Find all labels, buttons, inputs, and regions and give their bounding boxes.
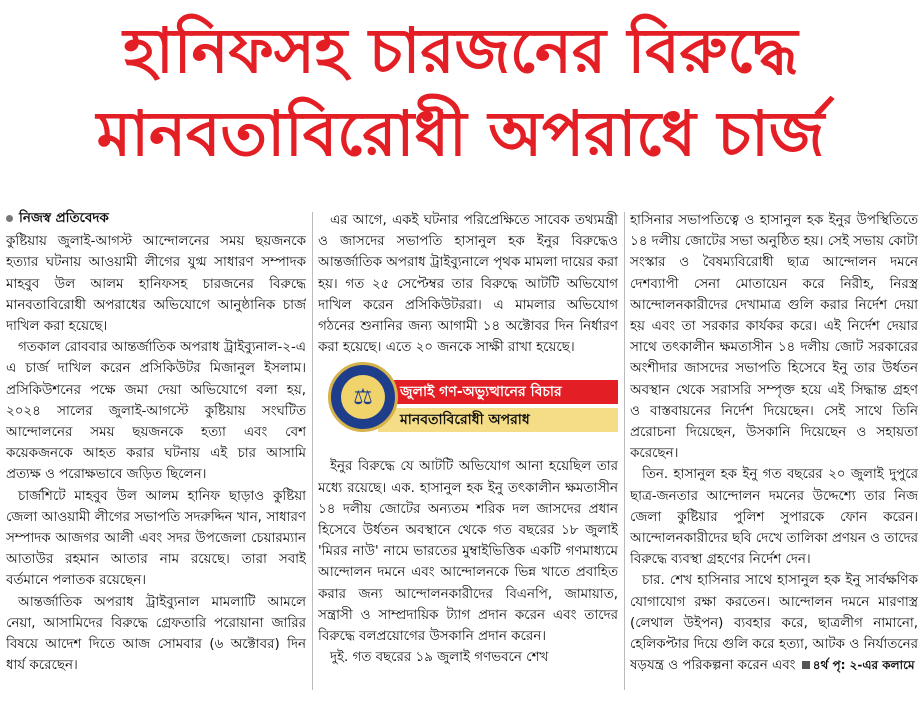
tribunal-seal-icon [328,362,398,432]
headline [0,14,921,171]
bullet-icon [6,215,13,222]
label-red-band: জুলাই গণ-অভ্যুত্থানের বিচার [378,380,618,404]
paragraph: দুই. গত বছরের ১৯ জুলাই গণভবনে শেখ [330,650,549,666]
byline [6,208,306,229]
continued-text: ৪র্থ পৃ: ২-এর কলামে [812,658,915,673]
paragraph: কুষ্টিয়ায় জুলাই-আগস্ট আন্দোলনের সময় ছয়জনকে হত্যার ঘটনায় আওয়ামী লীগের যুগ্ম সাধারণ সম্পাদক মাহবুব উল আলম হানিফসহ চারজনের বিরুদ্ধে মানবতাবিরোধী অপরাধের অভিযোগে আনুষ্ঠানিক চার্জ দাখিল করা হয়েছে। [6,234,306,335]
paragraph: হাসিনার সভাপতিত্বে ও হাসানুল হক ইনুর উপস্থিতিতে ১৪ দলীয় জোটের সভা অনুষ্ঠিত হয়। সেই সভায় কোটা সংস্কার ও বৈষম্যবিরোধী ছাত্র আন্দোলন দমনে দেশব্যাপী সেনা মোতায়েন করে নিরীহ, নিরস্ত্র আন্দোলনকারীদের দেখামাত্র গুলি করার নির্দেশ দেয়া হয় এবং তা সরকার কার্যকর করে। এই নির্দেশ দেয়ার সাথে তৎকালীন ক্ষমতাসীন ১৪ দলীয় জোট সরকারের অংশীদার জাসদের সভাপতি হিসেবে ইনু তার উর্ধতন অবস্থান থেকে সরাসরি সম্পৃক্ত হয়ে এই সিদ্ধান্ত গ্রহণ ও বাস্তবায়নের নির্দেশ দিয়েছেন। সেই সাথে তিনি প্ররোচনা দিয়েছেন, উসকানি দিয়েছেন ও সহায়তা করেছেন। [630,213,918,462]
paragraph: চার্জশিটে মাহবুব উল আলম হানিফ ছাড়াও কুষ্টিয়া জেলা আওয়ামী লীগের সভাপতি সদরুদ্দিন খান, সাধারণ সম্পাদক আজগর আলী এবং সদর উপজেলা চেয়ারম্যান আতাউর রহমান আতার নাম রয়েছে। তারা সবাই বর্তমানে পলাতক রয়েছেন। [6,488,306,589]
section-label [318,362,618,450]
paragraph: তিন. হাসানুল হক ইনু গত বছরের ২০ জুলাই দুপুরে ছাত্র-জনতার আন্দোলন দমনের উদ্দেশ্যে তার নিজ জেলা কুষ্টিয়ার পুলিশ সুপারকে ফোন করেন। আন্দোলনকারীদের ছবি দেখে তালিকা প্রণয়ন ও তাদের বিরুদ্ধে ব্যবস্থা গ্রহণের নির্দেশ দেন। [630,467,918,568]
column-divider [624,212,625,690]
paragraph: ইনুর বিরুদ্ধে যে আটটি অভিযোগ আনা হয়েছিল তার মধ্যে রয়েছে। এক. হাসানুল হক ইনু তৎকালীন ক্ষমতাসীন ১৪ দলীয় জোটের অন্যতম শরিক দল জাসদের প্রধান হিসেবে উর্ধতন অবস্থানে থেকে গত বছরের ১৮ জুলাই 'মিরর নাউ' নামে ভারতের মুম্বাইভিত্তিক একটি গণমাধ্যমে আন্দোলন দমনে এবং আন্দোলনকে ভিন্ন খাতে প্রবাহিত করার জন্য আন্দোলনকারীদের বিএনপি, জামায়াত, সন্ত্রাসী ও সাম্প্রদায়িক ট্যাগ প্রদান করেন এবং তাদের বিরুদ্ধে বলপ্রয়োগের উসকানি প্রদান করেন। [318,459,618,645]
square-icon [802,661,810,669]
paragraph [630,570,918,676]
article-column-2 [318,210,618,696]
paragraph-text: চার. শেখ হাসিনার সাথে হাসানুল হক ইনু সার্বক্ষণিক যোগাযোগ রক্ষা করতেন। আন্দোলন দমনে মারণাস্ত্র (লেথাল উইপন) ব্যবহার করে, ছাত্রলীগ নামানো, হেলিকপ্টার দিয়ে গুলি করে হত্যা, আটক ও নির্যাতনের ষড়যন্ত্র ও পরিকল্পনা করেন এবং [630,573,918,674]
article-column-1 [6,208,306,696]
paragraph: আন্তর্জাতিক অপরাধ ট্রাইব্যুনাল মামলাটি আমলে নেয়া, আসামিদের বিরুদ্ধে গ্রেফতারি পরোয়ানা জারির বিষয়ে আদেশ দিতে আজ সোমবার (৬ অক্টোবর) দিন ধার্য করেছেন। [6,594,306,674]
continued-note [800,658,915,672]
label-yellow-band: মানবতাবিরোধী অপরাধ [378,408,618,432]
headline-line-2: মানবতাবিরোধী অপরাধে চার্জ [96,97,825,171]
byline-text: নিজস্ব প্রতিবেদক [19,211,109,226]
article-column-3 [630,210,918,696]
paragraph: এর আগে, একই ঘটনার পরিপ্রেক্ষিতে সাবেক তথ্যমন্ত্রী ও জাসদের সভাপতি হাসানুল হক ইনুর বিরুদ্ধেও আন্তর্জাতিক অপরাধ ট্রাইব্যুনালে পৃথক মামলা দায়ের করা হয়। গত ২৫ সেপ্টেম্বর তার বিরুদ্ধে আটটি অভিযোগ দাখিল করেন প্রসিকিউটররা। এ মামলার অভিযোগ গঠনের শুনানির জন্য আগামী ১৪ অক্টোবর দিন নির্ধারণ করা হয়েছে। এতে ২০ জনকে সাক্ষী রাখা হয়েছে। [318,213,618,356]
headline-line-1: হানিফসহ চারজনের বিরুদ্ধে [123,14,798,87]
paragraph: গতকাল রোববার আন্তর্জাতিক অপরাধ ট্রাইব্যুনাল-২-এ এ চার্জ দাখিল করেন প্রসিকিউটর মিজানুল ইসলাম। প্রসিকিউশনের পক্ষে জমা দেয়া অভিযোগে বলা হয়, ২০২৪ সালের জুলাই-আগস্টে কুষ্টিয়ায় সংঘটিত আন্দোলনের সময় ছয়জনকে হত্যা এবং বেশ কয়েকজনকে আহত করার ঘটনায় এই চার আসামি প্রত্যক্ষ ও পরোক্ষভাবে জড়িত ছিলেন। [6,340,306,483]
scales-icon: ⚖ [341,375,385,419]
column-divider [312,212,313,690]
